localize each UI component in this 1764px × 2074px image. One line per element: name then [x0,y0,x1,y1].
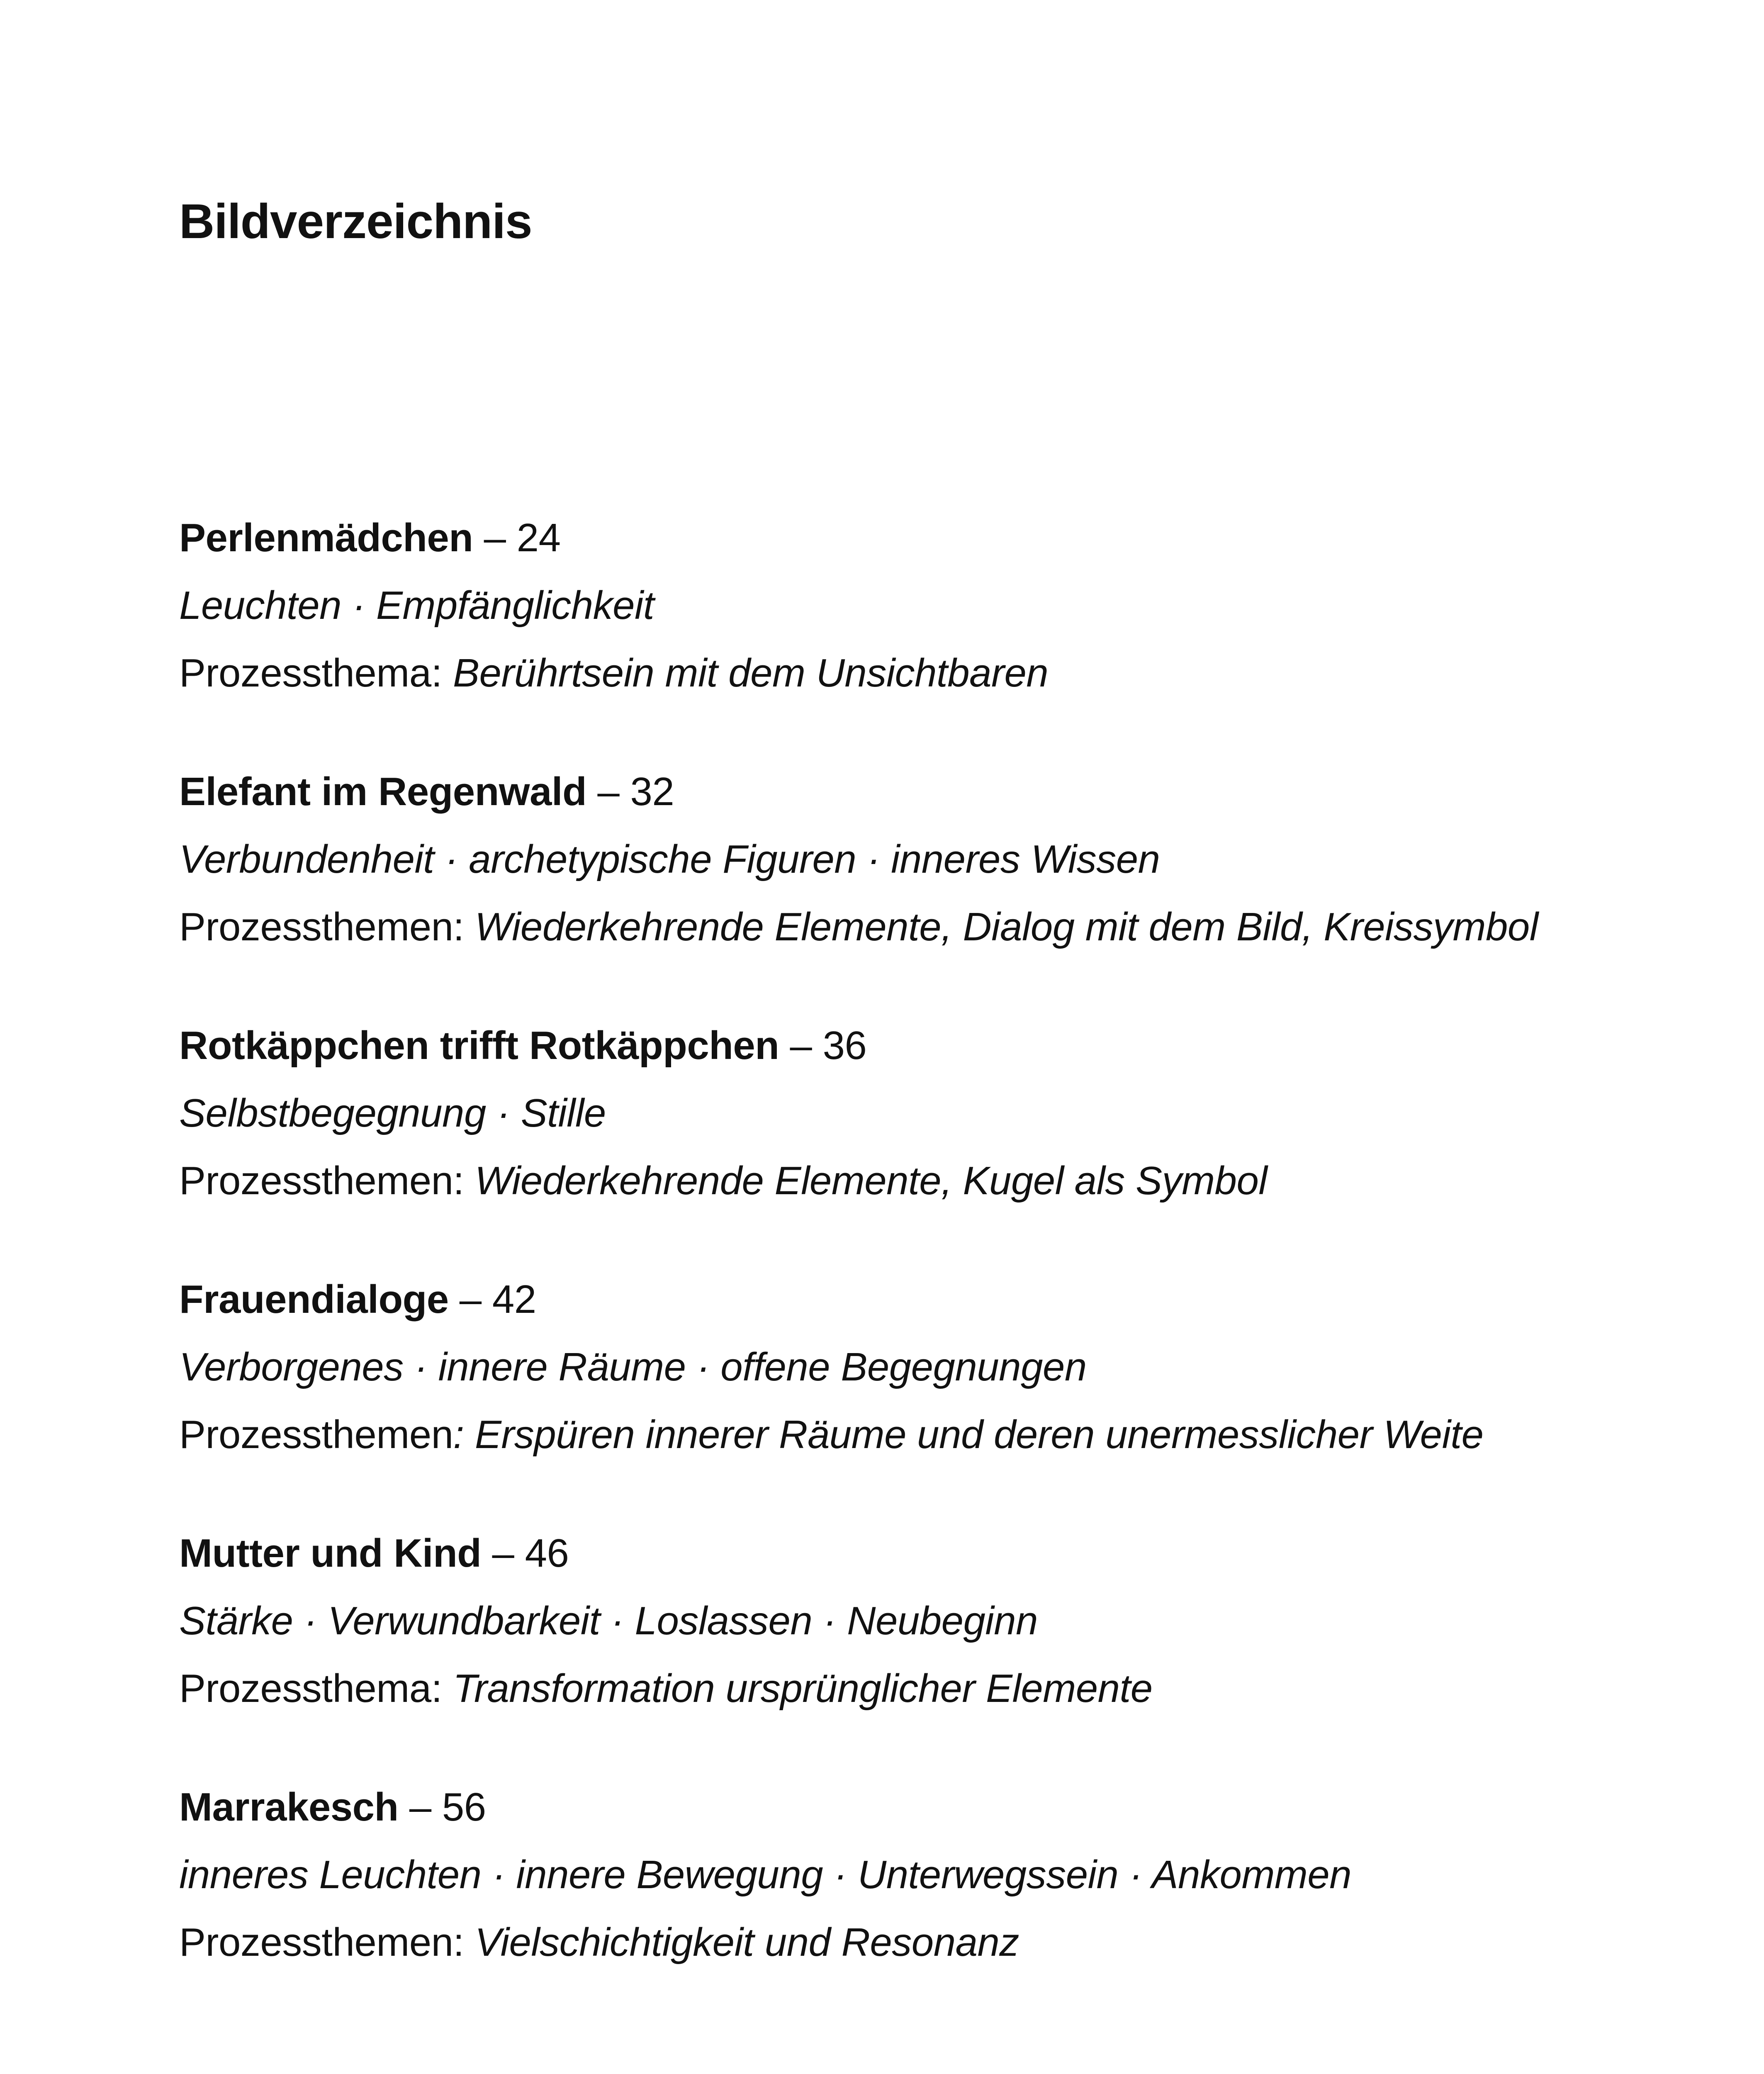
entry-title: Frauendialoge [179,1277,449,1322]
entry-page-number: 56 [442,1785,486,1829]
entry-page-number: 46 [525,1531,569,1575]
entry-separator: – [492,1531,514,1575]
entry-keywords: Leuchten · Empfänglichkeit [179,583,654,628]
process-theme-text: Wiederkehrende Elemente, Kugel als Symbol [474,1159,1268,1203]
entry-process-theme [179,1908,1672,1976]
entry-separator: – [459,1277,482,1322]
process-theme-text: Transformation ursprünglicher Elemente [453,1666,1153,1711]
entry-page-number: 32 [630,769,674,814]
entry-title: Marrakesch [179,1785,399,1829]
entry-process-theme [179,639,1672,707]
process-theme-text: Wiederkehrende Elemente, Dialog mit dem Bild, Kreissymbol [474,905,1538,949]
entry-heading [179,1266,1672,1333]
entry-separator: – [790,1023,812,1068]
process-theme-label: Prozessthemen: [179,1159,475,1203]
entry-title: Rotkäppchen trifft Rotkäppchen [179,1023,779,1068]
entry-title: Elefant im Regenwald [179,769,587,814]
entry-title: Mutter und Kind [179,1531,482,1575]
process-theme-label: Prozessthemen: [179,905,475,949]
index-entry [179,1773,1672,2027]
entry-heading [179,758,1672,825]
figure-index-list [179,504,1672,2027]
entry-keywords: Stärke · Verwundbarkeit · Loslassen · Neubeginn [179,1599,1038,1643]
entry-heading [179,1012,1672,1079]
index-entry [179,1266,1672,1519]
process-theme-label: Prozessthema: [179,651,453,695]
entry-page-number: 36 [822,1023,867,1068]
process-theme-text: Vielschichtigkeit und Resonanz [474,1920,1019,1964]
entry-keywords: Selbstbegegnung · Stille [179,1091,606,1135]
entry-page-number: 42 [492,1277,536,1322]
entry-separator: – [484,516,506,560]
entry-process-theme [179,1655,1672,1722]
entry-process-theme [179,1401,1672,1468]
entry-process-theme [179,1147,1672,1215]
index-entry [179,758,1672,1012]
entry-separator: – [597,769,620,814]
process-theme-text: Berührtsein mit dem Unsichtbaren [453,651,1049,695]
entry-heading [179,1773,1672,1841]
entry-keywords: Verborgenes · innere Räume · offene Begegnungen [179,1345,1087,1389]
process-theme-label: Prozessthemen: [179,1920,475,1964]
index-entry [179,504,1672,758]
entry-heading [179,1519,1672,1587]
page-title: Bildverzeichnis [179,194,532,249]
entry-title: Perlenmädchen [179,516,473,560]
process-theme-label: Prozessthemen [179,1412,453,1457]
process-theme-label: Prozessthema: [179,1666,453,1711]
index-entry [179,1519,1672,1773]
entry-keywords: Verbundenheit · archetypische Figuren · inneres Wissen [179,837,1160,881]
entry-keywords: inneres Leuchten · innere Bewegung · Unterwegssein · Ankommen [179,1852,1352,1897]
process-theme-text: : Erspüren innerer Räume und deren unermesslicher Weite [453,1412,1484,1457]
entry-process-theme [179,893,1672,961]
entry-separator: – [409,1785,431,1829]
entry-heading [179,504,1672,572]
entry-page-number: 24 [516,516,561,560]
index-entry [179,1012,1672,1266]
